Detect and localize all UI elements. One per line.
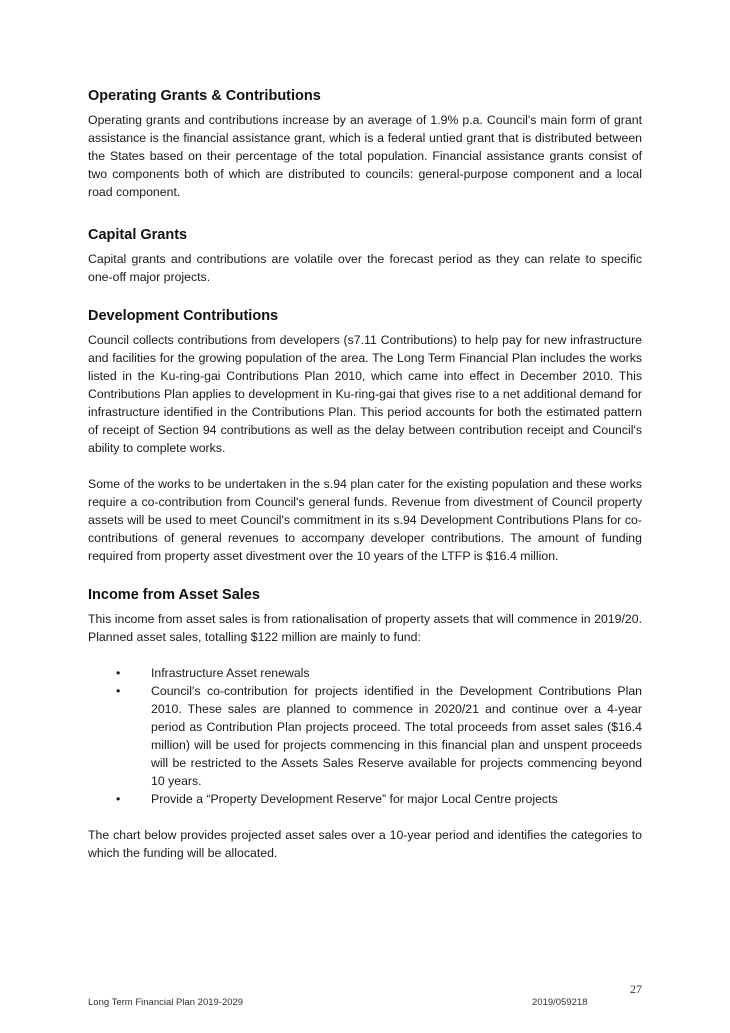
bullet-list	[88, 664, 642, 808]
paragraph: Council collects contributions from developers (s7.11 Contributions) to help pay for new infrastructure and facilities for the growing population of the area. The Long Term Financial Plan includes the works listed in the Ku-ring-gai Contributions Plan 2010, which came into effect in December 2010. This Contributions Plan applies to development in Ku-ring-gai that gives rise to a net additional demand for infrastructure identified in the Contributions Plan. This period accounts for both the estimated pattern of receipt of Section 94 contributions as well as the delay between contribution receipt and Council's ability to complete works.	[88, 333, 642, 455]
paragraph: Capital grants and contributions are volatile over the forecast period as they can relate to specific one-off major projects.	[88, 252, 642, 284]
section-heading: Development Contributions	[88, 308, 279, 324]
paragraph: Operating grants and contributions increase by an average of 1.9% p.a. Council's main form of grant assistance is the financial assistance grant, which is a federal untied grant that is distributed between the States based on their percentage of the total population. Financial assistance grants consist of two components both of which are distributed to councils: general-purpose component and a local road component.	[88, 113, 642, 199]
section-heading: Capital Grants	[88, 227, 188, 243]
page-number: 27	[630, 982, 642, 996]
list-item	[88, 682, 642, 790]
paragraph: This income from asset sales is from rationalisation of property assets that will commence in 2019/20. Planned asset sales, totalling $122 million are mainly to fund:	[88, 612, 642, 644]
footer-document-title: Long Term Financial Plan 2019-2029	[88, 997, 244, 1008]
list-item-text: Infrastructure Asset renewals	[151, 666, 310, 680]
list-item-text: Provide a “Property Development Reserve” for major Local Centre projects	[151, 792, 558, 806]
list-item	[88, 790, 642, 808]
list-item-text: Council's co-contribution for projects identified in the Development Contributions Plan 2010. These sales are planned to commence in 2020/21 and continue over a 4-year period as Contribution Plan projects proceed. The total proceeds from asset sales ($16.4 million) will be used for projects commencing in this financial plan and unspent proceeds will be restricted to the Assets Sales Reserve available for projects commencing beyond 10 years.	[151, 684, 642, 788]
document-body	[88, 86, 642, 882]
section-heading: Operating Grants & Contributions	[88, 88, 321, 104]
section-development-contributions	[88, 306, 642, 565]
footer-reference-number: 2019/059218	[532, 997, 588, 1008]
list-item	[88, 664, 642, 682]
bullet-icon: •	[116, 666, 121, 680]
bullet-icon: •	[116, 684, 121, 698]
section-heading: Income from Asset Sales	[88, 587, 260, 603]
section-capital-grants	[88, 225, 642, 286]
bullet-icon: •	[116, 792, 121, 806]
paragraph: The chart below provides projected asset sales over a 10-year period and identifies the categories to which the funding will be allocated.	[88, 828, 642, 860]
section-asset-sales	[88, 585, 642, 862]
section-operating-grants	[88, 86, 642, 201]
paragraph: Some of the works to be undertaken in the s.94 plan cater for the existing population and these works require a co-contribution from Council's general funds. Revenue from divestment of Council property assets will be used to meet Council's commitment in its s.94 Development Contributions Plans for co-contributions of general revenues to accompany developer contributions. The amount of funding required from property asset divestment over the 10 years of the LTFP is $16.4 million.	[88, 477, 642, 563]
